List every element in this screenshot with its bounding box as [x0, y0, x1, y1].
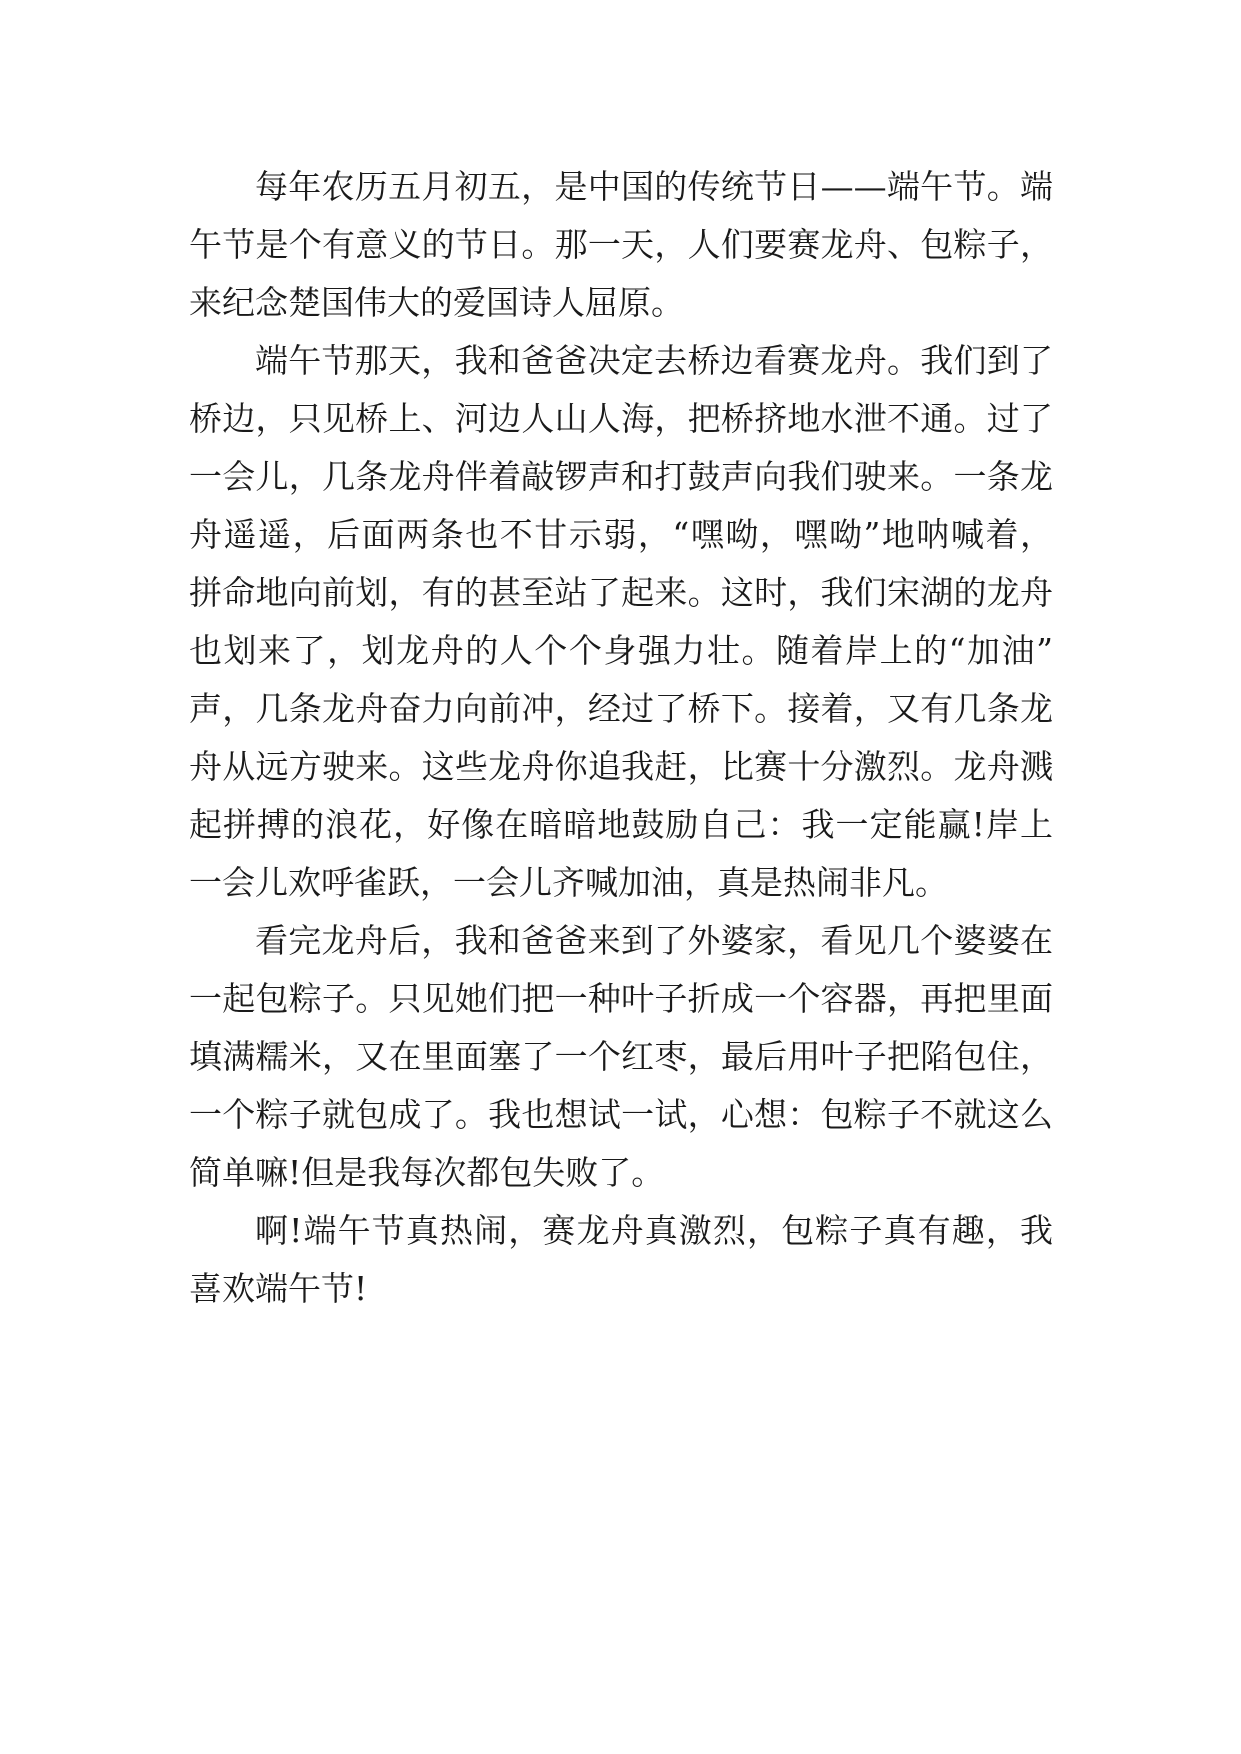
text-line: 每年农历五月初五，是中国的传统节日——端午节。端: [255, 167, 1053, 206]
text-line: 舟遥遥，后面两条也不甘示弱，“嘿呦，嘿呦”地呐喊着，: [189, 515, 1053, 554]
text-line: 声，几条龙舟奋力向前冲，经过了桥下。接着，又有几条龙: [189, 689, 1053, 728]
text-line: 来纪念楚国伟大的爱国诗人屈原。: [189, 283, 684, 322]
essay-body: [189, 158, 1053, 1318]
text-line: 舟从远方驶来。这些龙舟你追我赶，比赛十分激烈。龙舟溅: [189, 747, 1053, 786]
text-line: 填满糯米，又在里面塞了一个红枣，最后用叶子把陷包住，: [189, 1037, 1053, 1076]
text-line: 简单嘛!但是我每次都包失败了。: [189, 1153, 665, 1192]
paragraph-3: [189, 912, 1053, 1202]
text-line: 一个粽子就包成了。我也想试一试，心想：包粽子不就这么: [189, 1095, 1053, 1134]
text-line: 起拼搏的浪花，好像在暗暗地鼓励自己：我一定能赢!岸上: [189, 805, 1053, 844]
paragraph-1: [189, 158, 1053, 332]
text-line: 拼命地向前划，有的甚至站了起来。这时，我们宋湖的龙舟: [189, 573, 1053, 612]
text-line: 也划来了，划龙舟的人个个身强力壮。随着岸上的“加油”: [189, 631, 1053, 670]
text-line: 一会儿欢呼雀跃，一会儿齐喊加油，真是热闹非凡。: [189, 863, 948, 902]
text-line: 桥边，只见桥上、河边人山人海，把桥挤地水泄不通。过了: [189, 399, 1053, 438]
text-line: 啊!端午节真热闹，赛龙舟真激烈，包粽子真有趣，我: [255, 1211, 1053, 1250]
text-line: 一会儿，几条龙舟伴着敲锣声和打鼓声向我们驶来。一条龙: [189, 457, 1053, 496]
paragraph-2: [189, 332, 1053, 912]
text-line: 端午节那天，我和爸爸决定去桥边看赛龙舟。我们到了: [255, 341, 1053, 380]
text-line: 午节是个有意义的节日。那一天，人们要赛龙舟、包粽子，: [189, 225, 1053, 264]
text-line: 看完龙舟后，我和爸爸来到了外婆家，看见几个婆婆在: [255, 921, 1053, 960]
paragraph-4: [189, 1202, 1053, 1318]
text-line: 一起包粽子。只见她们把一种叶子折成一个容器，再把里面: [189, 979, 1053, 1018]
text-line: 喜欢端午节!: [189, 1269, 368, 1308]
